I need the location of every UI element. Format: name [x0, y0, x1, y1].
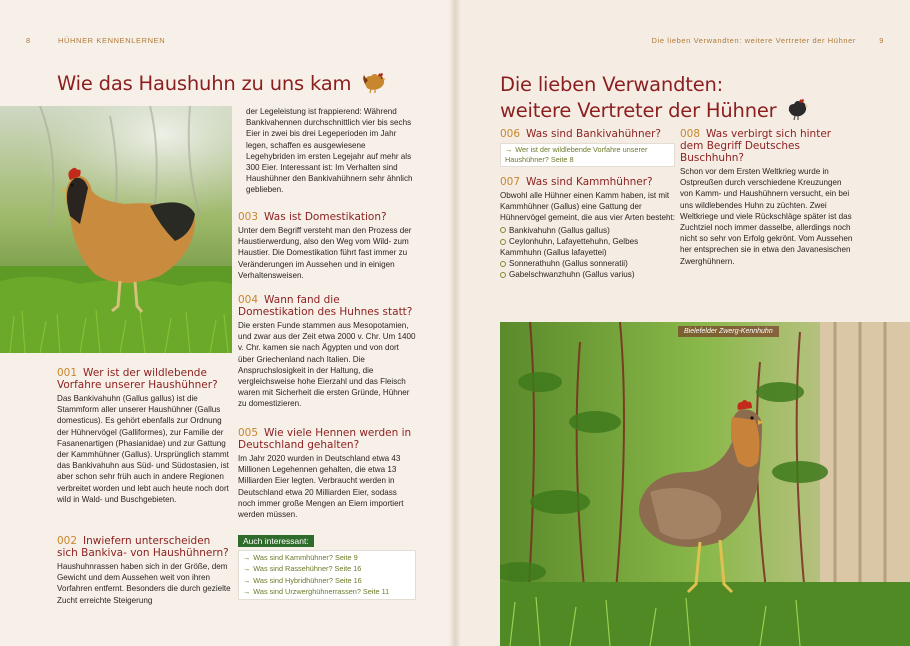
hen-photo-right [500, 322, 910, 646]
arrow-right-icon: → [243, 587, 251, 597]
page-title-right-line2-wrap [500, 97, 808, 123]
question-number: 008 [680, 128, 701, 140]
bullet-icon [500, 239, 506, 245]
arrow-right-icon: → [505, 145, 513, 154]
question-number: 005 [238, 427, 259, 439]
question-008 [680, 128, 856, 267]
answer-text: Die ersten Funde stammen aus Mesopotamien, und zwar aus der Zeit etwa 2000 v. Chr. Um 1400 v. Chr. kamen sie nach Ägypten und von dort über Griechenland nach Italien. Die Anspruchslosigkeit in der Haltung, die vergleichsweise hohe Eierzahl und das Fleisch waren mit Sicherheit die ersten Gründe, Hühner zu domestizieren. [238, 321, 416, 409]
question-006 [500, 128, 675, 167]
answer-text: Das Bankivahuhn (Gallus gallus) ist die Stammform aller unserer Haushühner (Gallus domesticus). Es gehört ebenfalls zur Ordnung der Hühnervögel (Galliformes), zur Familie der Fasanenartigen (Phasianidae) und zur Gattung der Kammhühner (Gallus). Ursprünglich stammt das Bankivahuhn aus Süd- und Südostasien, ist aber schon sehr früh auch in andere Regionen verbreitet worden und lebt auch heute noch dort wild in Wald- und Buschgebieten. [57, 394, 229, 504]
page-title-right [500, 73, 808, 123]
arrow-right-icon: → [243, 564, 251, 574]
also-interesting-list [238, 550, 416, 600]
question-number: 002 [57, 535, 78, 547]
arrow-right-icon: → [243, 553, 251, 562]
cross-reference-link[interactable]: → Wer ist der wildlebende Vorfahre unserer Haushühner? Seite 8 [505, 145, 648, 164]
also-interesting-box [238, 531, 416, 600]
answer-text: Unter dem Begriff versteht man den Prozess der Haustierwerdung, also den Weg vom Wild- zum Haustier. Die Domestikation führt fast immer zu Veränderungen im Aussehen und in einigen Verhaltensweisen. [238, 226, 412, 280]
question-number: 004 [238, 294, 259, 306]
question-title: Was verbirgt sich hinter dem Begriff Deutsches Buschhuhn? [680, 128, 832, 164]
question-002 [57, 535, 233, 606]
answer-text: Haushuhnrassen haben sich in der Größe, dem Gewicht und dem Aussehen weit von ihren Vorfahren entfernt. Besonders die durch gezielte Zucht erreichte Steigerung [57, 562, 231, 605]
list-item: Sonnerathuhn (Gallus sonneratii) [500, 258, 676, 269]
question-number: 007 [500, 176, 521, 188]
page-number-left: 8 [26, 36, 31, 45]
black-hen-icon [786, 97, 808, 121]
photo-caption: Bielefelder Zwerg-Kennhuhn [678, 326, 779, 337]
arrow-right-icon: → [243, 575, 251, 585]
list-item: Gabelschwanzhuhn (Gallus varius) [500, 269, 676, 280]
question-title: Was ist Domestikation? [264, 211, 387, 223]
cross-reference-link[interactable]: → Was sind Rassehühner? Seite 16 [243, 564, 362, 574]
question-title: Inwiefern unterscheiden sich Bankiva- von Haushühnern? [57, 535, 229, 559]
running-head-left: HÜHNER KENNENLERNEN [58, 36, 166, 45]
cross-reference-link[interactable]: → Was sind Kammhühner? Seite 9 [243, 553, 358, 562]
bullet-icon [500, 261, 506, 267]
answer-text: Im Jahr 2020 wurden in Deutschland etwa 43 Millionen Legehennen gehalten, die etwa 13 Milliarden Eier legten. Verbraucht werden in Deutschland etwa 20 Milliarden Eier, sodass noch immer große Mengen an Eiern importiert werden müssen. [238, 454, 404, 520]
page-title-right-line1: Die lieben Verwandten: [500, 73, 724, 96]
page-title-right-line2: weitere Vertreter der Hühner [500, 99, 777, 122]
question-001 [57, 367, 233, 505]
page-title-left [57, 70, 387, 96]
question-004 [238, 294, 416, 410]
cross-reference-link[interactable]: → Was sind Hybridhühner? Seite 16 [243, 575, 362, 585]
cross-reference-link[interactable]: → Was sind Urzwerghühnerrassen? Seite 11 [243, 587, 390, 597]
question-title: Was sind Bankivahühner? [526, 128, 661, 140]
running-head-right: Die lieben Verwandten: weitere Vertreter der Hühner [651, 36, 856, 45]
answer-text: Schon vor dem Ersten Weltkrieg wurde in Ostpreußen durch verschiedene Kreuzungen von Kamm- und Haushühnern versucht, ein bei uns wildlebendes Huhn zu züchten. Zwei Weltkriege und viele Rückschläge später ist das Zuchtziel noch immer dasselbe, allerdings noch nicht so sehr von Erfolg gekrönt. Vom Aussehen her entsprechen sie in etwa den Javanesischen Zwerghühnern. [680, 167, 853, 266]
question-003 [238, 211, 416, 281]
question-number: 001 [57, 367, 78, 379]
list-item: Bankivahuhn (Gallus gallus) [500, 225, 676, 236]
species-list [500, 225, 676, 281]
answer-text: Obwohl alle Hühner einen Kamm haben, ist mit Kammhühner (Gallus) eine Gattung der Hühnervögel gemeint, die aus vier Arten besteht: [500, 191, 676, 223]
bullet-icon [500, 272, 506, 278]
bullet-icon [500, 227, 506, 233]
question-title: Was sind Kammhühner? [526, 176, 653, 188]
list-item: Ceylonhuhn, Lafayettehuhn, Gelbes Kammhuhn (Gallus lafayettei) [500, 236, 639, 258]
page-title-left-text: Wie das Haushuhn zu uns kam [57, 72, 352, 95]
question-005 [238, 427, 416, 520]
question-title: Wann fand die Domestikation des Huhnes statt? [238, 294, 413, 318]
intro-continued: der Legeleistung ist frappierend: Während Bankivahennen durchschnittlich vier bis sechs Eier in zwei bis drei Legeperioden im Jahr legen, schaffen es ausgewiesene Legehybriden im ersten Legejahr auf mehr als 300 Eier. Interessant ist: Im Verhalten sind Haushühner den Bankivahühnern sehr ähnlich geblieben. [246, 107, 413, 195]
question-title: Wie viele Hennen werden in Deutschland gehalten? [238, 427, 412, 451]
chicken-icon [361, 70, 387, 94]
question-number: 006 [500, 128, 521, 140]
also-interesting-label: Auch interessant: [238, 535, 314, 547]
question-number: 003 [238, 211, 259, 223]
book-gutter [449, 0, 461, 646]
question-007 [500, 176, 676, 281]
question-title: Wer ist der wildlebende Vorfahre unserer Haushühner? [57, 367, 218, 391]
page-number-right: 9 [879, 36, 884, 45]
cross-reference-box [500, 143, 675, 167]
hen-photo-left [0, 106, 232, 353]
